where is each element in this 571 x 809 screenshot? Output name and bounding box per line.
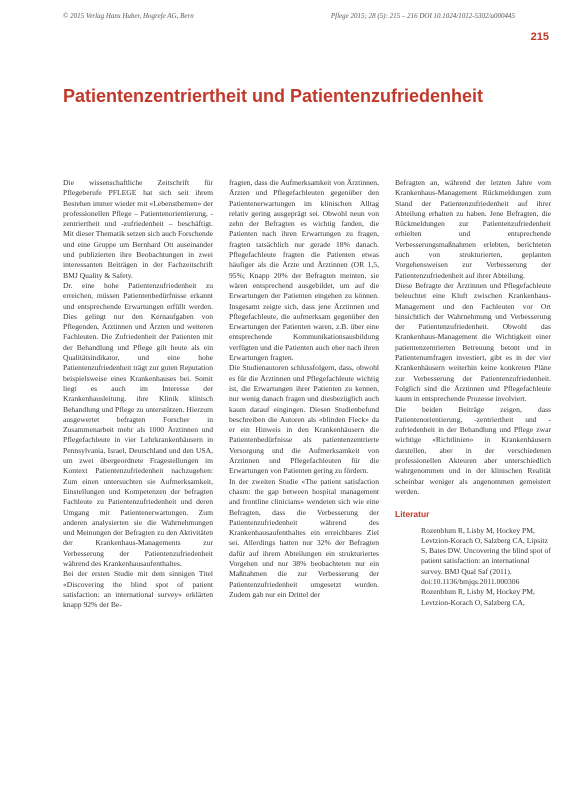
paragraph: Dr. eine hohe Patientenzufriedenheit zu erreichen, müssen Patientenbedürfnisse erkannt und entsprechende Erwartungen erfüllt werden. Dies gelingt nur den Kernaufgaben von Pflegenden, Ärztinnen und Ärzten und weiteren Fachleuten. Die Zufriedenheit der Patienten mit der Behandlung und Pflege gilt heute als ein Qualitätsindikator, und eine hohe Patientenzufriedenheit trägt zur guten Reputation beispielsweise eines Krankenhauses bei. Somit liegt es auch im Interesse der Krankenhausleitung, ihre Klinik klinisch Behandlung und Pflege zu unterstützen. Hierzum ausgewertet befragten Forscher in Zusammenarbeit mehr als 1000 Ärztinnen und Pflegefachleute in vier Lehrkrankenhäusern in Pennsylvania, Israel, Deutschland und den USA, um zwei übergeordnete Fragestellungen im Kontext Patientenzufriedenheit nachzugehen: Zum einen untersuchten sie Aufmerksamkeit, Einstellungen und Kompetenzen der befragten Fachleute zu Patientenzufriedenheit und deren Umgang mit Patientenerwartungen. Zum anderen analysierten sie die Wahrnehmungen und Meinungen der Befragten zu den Aktivitäten der Krankenhaus-Managements zur Verbesserung der Patientenzufriedenheit während des Krankenhausaufenthaltes. xyxy=(63,280,213,568)
article-title: Patientenzentriertheit und Patientenzufriedenheit xyxy=(63,86,484,106)
paragraph: In der zweiten Studie «The patient satisfaction chasm: the gap between hospital management and frontline clinicians» wendeten sich wie eine Befragten, dass die Verbesserung der Patientenzufriedenheit während des Krankenhausaufenthaltes ein erreichbares Ziel sei. Allerdings hatten nur 32% der Befragten dafür auf ihrem Abteilungen ein strukturiertes Vorgehen und nur 38% beobachteten nur ein Maßnahmen die zur Verbesserung der Patientenzufriedenheit umgesetzt wurden. Zudem gab nur ein Drittel der xyxy=(229,476,379,599)
page-number: 215 xyxy=(530,31,549,43)
column-3 xyxy=(395,178,551,803)
article-body xyxy=(63,178,551,803)
paragraph: Bei der ersten Studie mit dem sinnigen Titel «Discovering the blind spot of patient satisfaction: an international survey» erklärten knapp 92% der Be- xyxy=(63,569,213,610)
literature-heading: Literatur xyxy=(395,509,430,520)
paragraph: Die Studienautoren schlussfolgern, dass, obwohl es für die Ärztinnen und Pflegefachleute wichtig ist, die Erwartungen ihrer Patienten zu kennen, nur wenig danach fragen und diesbezüglich auch kaum darauf eingingen. Diesen Studienbefund beschreiben die Autoren als «blinden Fleck» da er ein Hinweis in den Krankenhäusern die Patientenbedürfnisse als patientenzentrierte Versorgung und die Aufmerksamkeit von Ärztinnen und Pflegefachleuten für die Erwartungen von Patienten gering zu fördern. xyxy=(229,363,379,476)
column-1 xyxy=(63,178,213,803)
reference-item: Rozenblum R, Lisby M, Hockey PM, Levtzion-Korach O, Salzberg CA, xyxy=(421,587,535,607)
paragraph: Die beiden Beiträge zeigen, dass Patientenorientierung, -zentriertheit und -zufriedenheit in der Behandlung und Pflege zwar wichtige «Richtlinien» in Krankenhäusern darstellen, aber in der verschiedenen professionellen Akteuren aber unterschiedlich wahrgenommen und in der klinischen Realität scheinbar weniger als angenommen gemeistert werden. xyxy=(395,404,551,496)
column-2 xyxy=(229,178,379,803)
paragraph: fragten, dass die Aufmerksamkeit von Ärztinnen, Ärzten und Pflegefachleuten gegenüber den Patientenerwartungen im klinischen Alltag relativ gering ausgeprägt sei. Obwohl neun von zehn der Befragten es wichtig fanden, die Patienten nach ihren Erwartungen zu fragen, fragten tatsächlich nur gerade 18% danach. Pflegefachleute fragten die Patienten etwas häufiger als die Ärzte und Ärztinnen (OR 1,5, 95%; Knapp 20% der Befragten meinten, sie wären entsprechend ausgebildet, um auf die Erwartungen der Patienten eingehen zu können. Insgesamt zeigte sich, dass jene Ärztinnen und Pflegefachleute, die aufmerksam gegenüber den Erwartungen der Patienten waren, z.B. über eine entsprechende Kommunikationsausbildung verfügten und die Patienten auch eher nach ihren Erwartungen fragten. xyxy=(229,178,379,363)
reference-item: Rozenblum R, Lisby M, Hockey PM, Levtzion-Korach O, Salzberg CA, Lipsitz S, Bates DW. Uncovering the blind spot of patient satisfaction: an international survey. BMJ Qual Saf (2011). doi:10.1136/bmjqs.2011.000306 xyxy=(421,525,551,586)
paragraph: Befragten an, während der letzten Jahre vom Krankenhaus-Management Rückmeldungen zum Stand der Patientenzufriedenheit auf ihrer Abteilung erhalten zu haben. Jene Befragten, die Rückmeldungen zur Patientenzufriedenheit erhielten und entsprechende Verbesserungsmaßnahmen erlebten, berichteten auch von strukturierten, geplanten Vorgehensweisen zur Verbesserung der Patientenzufriedenheit auf ihrer Abteilung. xyxy=(395,178,551,280)
running-header xyxy=(63,12,553,26)
citation-line: Pflege 2015; 28 (5): 215 – 216 DOI 10.1024/1012-5302/a000445 xyxy=(330,12,515,20)
paragraph: Diese Befragte der Ärztinnen und Pflegefachleute beleuchtet eine Kluft zwischen Krankenhaus-Management und den Fachleuten vor Ort hinsichtlich der Wahrnehmung und Verbesserung der Patientenzufriedenheit. Obwohl das Krankenhaus-Management die Wichtigkeit einer patientenzentrierten Betreuung betont und in Patientenumfragen investiert, gibt es in der vier Krankenhäusern weiterhin keine konkreten Pläne zur Verbesserung der Patientenzufriedenheit. Folglich sind die Ärztinnen und Pflegefachleute kaum in entsprechende Prozesse involviert. xyxy=(395,280,551,404)
publisher-line: © 2015 Verlag Hans Huber, Hogrefe AG, Bern xyxy=(63,12,194,20)
paragraph: Die wissenschaftliche Zeitschrift für Pflegeberufe PFLEGE hat sich seit ihrem Bestehen immer wieder mit «Lebensthemen» der professionellen Pflege – Patientenorientierung, -zentriertheit und -zufriedenheit – beschäftigt. Mit dieser Thematik setzen sich auch Forschende und eine Gruppe um Bernhard Ott auseinander und publizierten ihre Beobachtungen in zwei interessanten Beiträgen in der Fachzeitschrift BMJ Quality & Safety. xyxy=(63,178,213,280)
